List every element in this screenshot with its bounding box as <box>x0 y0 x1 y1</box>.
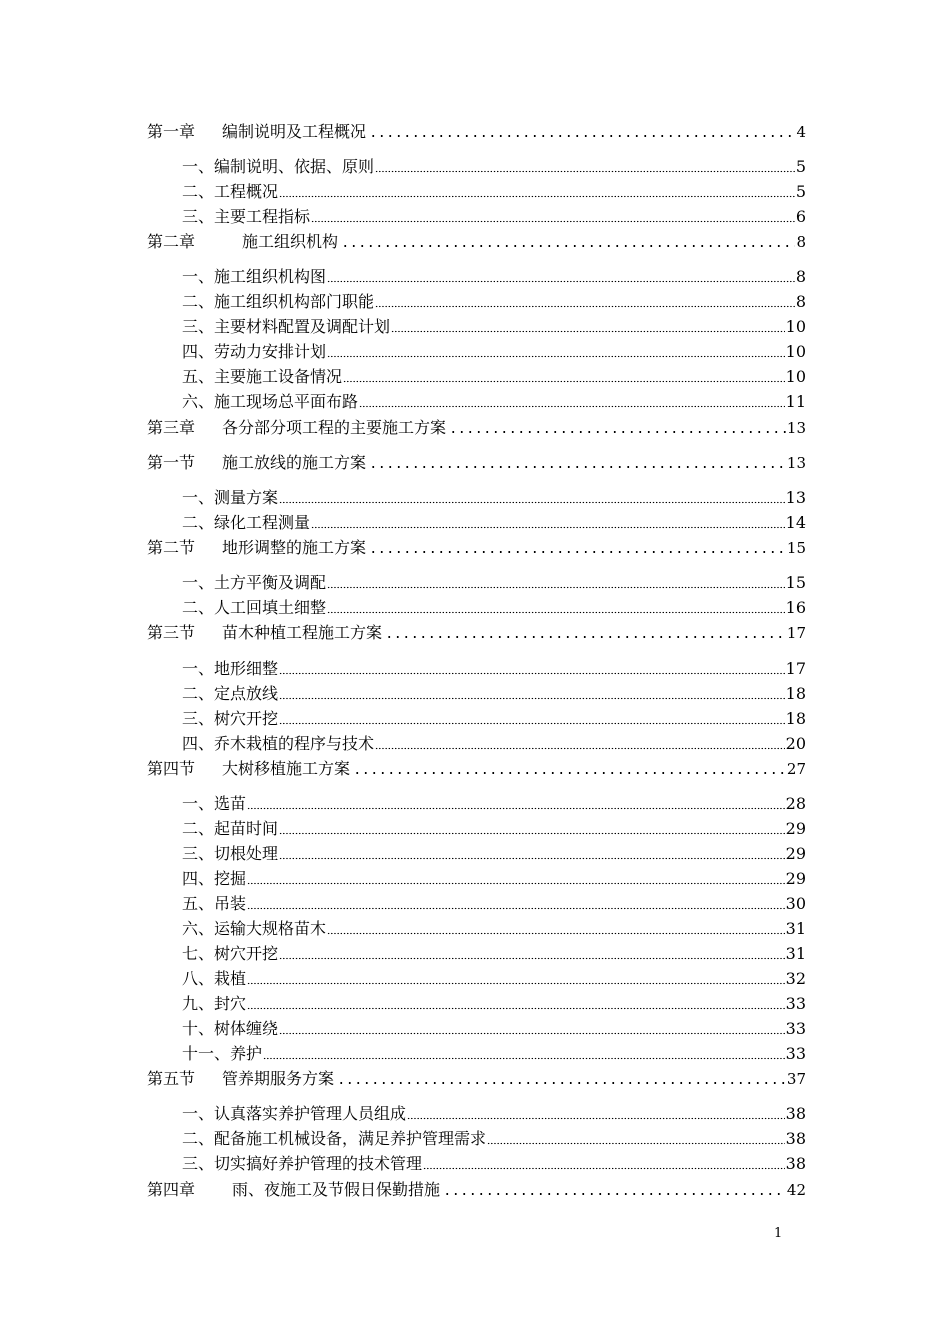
toc-label <box>182 367 342 387</box>
toc-heading[interactable] <box>147 453 806 473</box>
toc-heading-number: 第一章 <box>147 122 196 141</box>
toc-page-number: 8 <box>796 233 806 251</box>
toc-entry[interactable] <box>182 392 806 412</box>
toc-page-number: 33 <box>785 1044 806 1063</box>
toc-entry-title: 二、工程概况 <box>182 182 279 201</box>
toc-label <box>182 1044 262 1064</box>
toc-entry[interactable] <box>182 267 806 287</box>
toc-page-number: 11 <box>785 392 806 411</box>
toc-heading-title: 施工组织机构 <box>242 232 339 251</box>
dot-leader <box>407 1108 785 1120</box>
toc-page-number: 18 <box>785 684 806 703</box>
toc-page-number: 8 <box>795 292 806 311</box>
dot-leader <box>327 346 785 358</box>
toc-label <box>147 232 338 252</box>
toc-page-number: 30 <box>785 894 806 913</box>
dot-leader <box>247 898 785 910</box>
toc-label <box>182 1104 406 1124</box>
dot-leader <box>279 492 785 504</box>
toc-page-number: 17 <box>786 624 806 642</box>
toc-entry-title: 二、人工回填土细整 <box>182 598 327 617</box>
toc-entry[interactable] <box>182 1044 806 1064</box>
toc-heading-number: 第一节 <box>147 453 196 472</box>
dot-leader <box>375 738 785 750</box>
toc-label <box>182 207 310 227</box>
toc-label <box>182 1154 422 1174</box>
dot-leader <box>247 873 785 885</box>
toc-entry[interactable] <box>182 488 806 508</box>
dot-leader <box>375 161 795 173</box>
toc-label <box>147 418 446 438</box>
toc-heading-title: 管养期服务方案 <box>222 1069 335 1088</box>
dot-leader <box>247 998 785 1010</box>
toc-label <box>182 598 326 618</box>
toc-entry[interactable] <box>182 207 806 227</box>
toc-entry-title: 三、切实搞好养护管理的技术管理 <box>182 1154 423 1173</box>
toc-heading-number: 第三节 <box>147 623 196 642</box>
toc-heading[interactable] <box>147 538 806 558</box>
toc-entry[interactable] <box>182 944 806 964</box>
toc-heading-title: 苗木种植工程施工方案 <box>222 623 383 642</box>
toc-entry[interactable] <box>182 317 806 337</box>
toc-page-number: 31 <box>785 919 806 938</box>
toc-label <box>182 157 374 177</box>
toc-entry-title: 四、劳动力安排计划 <box>182 342 327 361</box>
toc-page-number: 38 <box>785 1129 806 1148</box>
toc-page-number: 33 <box>785 1019 806 1038</box>
toc-label <box>182 573 326 593</box>
dot-leader <box>311 517 785 529</box>
toc-label <box>147 538 366 558</box>
toc-entry[interactable] <box>182 367 806 387</box>
toc-page-number: 42 <box>786 1181 806 1199</box>
dot-leader <box>279 688 785 700</box>
toc-heading-number: 第二章 <box>147 232 196 251</box>
dot-leader <box>391 321 785 333</box>
toc-label <box>182 969 246 989</box>
toc-entry[interactable] <box>182 598 806 618</box>
toc-page-number: 18 <box>785 709 806 728</box>
toc-label <box>182 709 278 729</box>
toc-page-number: 28 <box>785 794 806 813</box>
toc-heading[interactable] <box>147 759 806 779</box>
toc-entry[interactable] <box>182 969 806 989</box>
toc-label <box>147 122 366 142</box>
toc-label <box>182 819 278 839</box>
toc-label <box>182 513 310 533</box>
toc-entry-title: 八、栽植 <box>182 969 247 988</box>
toc-heading-number: 第四章 <box>147 1180 196 1199</box>
toc-entry[interactable] <box>182 573 806 593</box>
toc-heading[interactable] <box>147 232 806 252</box>
toc-entry-title: 二、绿化工程测量 <box>182 513 311 532</box>
toc-entry[interactable] <box>182 894 806 914</box>
dot-leader <box>447 422 786 434</box>
page-number: 1 <box>774 1226 783 1241</box>
toc-label <box>182 342 326 362</box>
toc-entry[interactable] <box>182 734 806 754</box>
toc-page-number: 32 <box>785 969 806 988</box>
toc-page-number: 13 <box>785 488 806 507</box>
toc-heading-number: 第四节 <box>147 759 196 778</box>
toc-label <box>182 994 246 1014</box>
dot-leader <box>441 1184 786 1196</box>
toc-label <box>182 1129 486 1149</box>
toc-entry[interactable] <box>182 869 806 889</box>
toc-label <box>182 317 390 337</box>
dot-leader <box>279 663 785 675</box>
toc-entry-title: 三、主要工程指标 <box>182 207 311 226</box>
toc-entry[interactable] <box>182 684 806 704</box>
dot-leader <box>487 1133 785 1145</box>
toc-page-number: 33 <box>785 994 806 1013</box>
toc-heading-number: 第五节 <box>147 1069 196 1088</box>
dot-leader <box>351 763 786 775</box>
toc-entry-title: 三、主要材料配置及调配计划 <box>182 317 391 336</box>
toc-entry-title: 五、吊装 <box>182 894 247 913</box>
toc-page-number: 10 <box>785 367 806 386</box>
toc-label <box>147 453 366 473</box>
toc-heading[interactable] <box>147 623 806 643</box>
toc-heading-title: 编制说明及工程概况 <box>222 122 367 141</box>
toc-heading-title: 大树移植施工方案 <box>222 759 351 778</box>
dot-leader <box>279 1023 785 1035</box>
toc-label <box>182 919 326 939</box>
dot-leader <box>327 577 785 589</box>
toc-entry[interactable] <box>182 659 806 679</box>
toc-label <box>182 182 278 202</box>
toc-entry-title: 一、选苗 <box>182 794 247 813</box>
toc-page-number: 6 <box>795 207 806 226</box>
toc-entry[interactable] <box>182 513 806 533</box>
dot-leader <box>279 186 795 198</box>
dot-leader <box>423 1158 785 1170</box>
toc-heading-number: 第二节 <box>147 538 196 557</box>
toc-page-number: 13 <box>786 454 806 472</box>
toc-entry[interactable] <box>182 919 806 939</box>
dot-leader <box>279 823 785 835</box>
toc-entry-title: 三、切根处理 <box>182 844 279 863</box>
toc-entry[interactable] <box>182 292 806 312</box>
toc-label <box>182 659 278 679</box>
toc-heading[interactable] <box>147 122 806 142</box>
toc-entry-title: 一、施工组织机构图 <box>182 267 327 286</box>
toc-entry-title: 一、地形细整 <box>182 659 279 678</box>
toc-entry[interactable] <box>182 994 806 1014</box>
toc-heading[interactable] <box>147 1180 806 1200</box>
toc-page-number: 5 <box>795 182 806 201</box>
toc-page-number: 20 <box>785 734 806 753</box>
toc-heading-title: 地形调整的施工方案 <box>222 538 367 557</box>
toc-label <box>182 392 358 412</box>
dot-leader <box>367 126 795 138</box>
dot-leader <box>279 848 785 860</box>
toc-entry-title: 一、测量方案 <box>182 488 279 507</box>
toc-entry-title: 二、定点放线 <box>182 684 279 703</box>
toc-page-number: 15 <box>785 573 806 592</box>
dot-leader <box>367 542 786 554</box>
toc-label <box>182 844 278 864</box>
toc-page-number: 8 <box>795 267 806 286</box>
toc-page-number: 38 <box>785 1104 806 1123</box>
toc-label <box>182 684 278 704</box>
dot-leader <box>247 798 785 810</box>
toc-page-number: 5 <box>795 157 806 176</box>
dot-leader <box>263 1048 785 1060</box>
toc-page-number: 29 <box>785 869 806 888</box>
toc-entry[interactable] <box>182 819 806 839</box>
dot-leader <box>327 271 795 283</box>
toc-entry[interactable] <box>182 844 806 864</box>
toc-entry-title: 三、树穴开挖 <box>182 709 279 728</box>
toc-page-number: 17 <box>785 659 806 678</box>
toc-page-number: 37 <box>786 1070 806 1088</box>
toc-entry-title: 九、封穴 <box>182 994 247 1013</box>
toc-entry[interactable] <box>182 342 806 362</box>
dot-leader <box>335 1073 786 1085</box>
toc-page-number: 10 <box>785 342 806 361</box>
toc-label <box>182 734 374 754</box>
dot-leader <box>375 296 795 308</box>
toc-heading-title: 各分部分项工程的主要施工方案 <box>222 418 447 437</box>
toc-entry-title: 四、乔木栽植的程序与技术 <box>182 734 375 753</box>
toc-label <box>182 894 246 914</box>
toc-label <box>147 759 350 779</box>
toc-page-number: 15 <box>786 539 806 557</box>
toc-entry[interactable] <box>182 182 806 202</box>
toc-label <box>182 944 278 964</box>
toc-label <box>182 292 374 312</box>
toc-entry-title: 一、认真落实养护管理人员组成 <box>182 1104 407 1123</box>
toc-entry[interactable] <box>182 157 806 177</box>
toc-entry[interactable] <box>182 709 806 729</box>
toc-page-number: 4 <box>796 123 806 141</box>
dot-leader <box>279 713 785 725</box>
toc-entry-title: 六、施工现场总平面布路 <box>182 392 359 411</box>
toc-entry[interactable] <box>182 794 806 814</box>
dot-leader <box>279 948 785 960</box>
toc-page-number: 10 <box>785 317 806 336</box>
dot-leader <box>339 236 795 248</box>
toc-entry[interactable] <box>182 1019 806 1039</box>
toc-entry-title: 二、施工组织机构部门职能 <box>182 292 375 311</box>
toc-label <box>182 1019 278 1039</box>
dot-leader <box>327 923 785 935</box>
toc-label <box>147 623 382 643</box>
toc-page-number: 29 <box>785 819 806 838</box>
toc-entry-title: 一、土方平衡及调配 <box>182 573 327 592</box>
toc-page-number: 27 <box>786 760 806 778</box>
dot-leader <box>247 973 785 985</box>
toc-page-number: 29 <box>785 844 806 863</box>
toc-page-number: 38 <box>785 1154 806 1173</box>
toc-entry[interactable] <box>182 1129 806 1149</box>
toc-label <box>147 1069 334 1089</box>
toc-entry-title: 二、配备施工机械设备，满足养护管理需求 <box>182 1129 487 1148</box>
toc-entry-title: 六、运输大规格苗木 <box>182 919 327 938</box>
toc-label <box>182 488 278 508</box>
toc-page-number: 16 <box>785 598 806 617</box>
dot-leader <box>383 627 786 639</box>
toc-heading-title: 雨、夜施工及节假日保勤措施 <box>232 1180 441 1199</box>
toc-heading-title: 施工放线的施工方案 <box>222 453 367 472</box>
toc-entry-title: 五、主要施工设备情况 <box>182 367 343 386</box>
toc-page-number: 14 <box>785 513 806 532</box>
toc-page-number: 13 <box>786 419 806 437</box>
toc-entry-title: 二、起苗时间 <box>182 819 279 838</box>
toc-heading[interactable] <box>147 1069 806 1089</box>
dot-leader <box>327 602 785 614</box>
dot-leader <box>311 211 795 223</box>
toc-heading-number: 第三章 <box>147 418 196 437</box>
toc-entry-title: 十一、养护 <box>182 1044 263 1063</box>
dot-leader <box>343 371 785 383</box>
toc-label <box>182 794 246 814</box>
toc-page-number: 31 <box>785 944 806 963</box>
toc-entry-title: 一、编制说明、依据、原则 <box>182 157 375 176</box>
toc-entry-title: 十、树体缠绕 <box>182 1019 279 1038</box>
toc-label <box>182 869 246 889</box>
toc-entry-title: 七、树穴开挖 <box>182 944 279 963</box>
toc-label <box>147 1180 440 1200</box>
toc-entry-title: 四、挖掘 <box>182 869 247 888</box>
dot-leader <box>359 396 785 408</box>
toc-entry[interactable] <box>182 1104 806 1124</box>
dot-leader <box>367 457 786 469</box>
toc-label <box>182 267 326 287</box>
toc-entry[interactable] <box>182 1154 806 1174</box>
toc-heading[interactable] <box>147 418 806 438</box>
